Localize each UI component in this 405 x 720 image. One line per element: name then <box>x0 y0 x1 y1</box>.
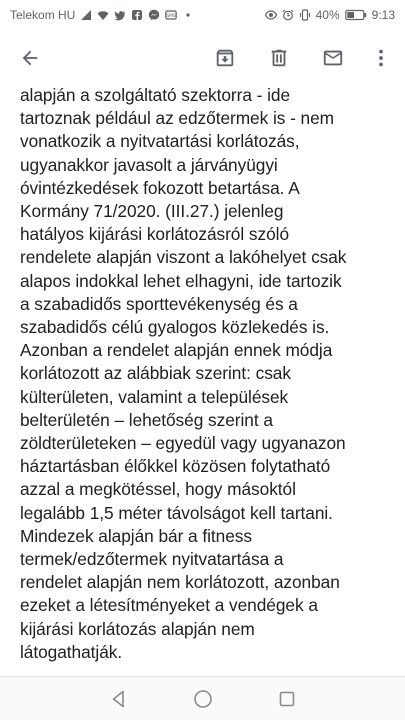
email-body-line: rendelet alapján nem korlátozott, azonban <box>20 572 340 593</box>
nav-home-button[interactable] <box>183 679 223 719</box>
more-options-button[interactable] <box>365 42 397 74</box>
signal-icon <box>80 9 92 21</box>
email-body-line: szabadidős célú gyalogos közlekedés is. <box>20 317 330 338</box>
trash-icon <box>268 47 290 69</box>
alarm-icon <box>282 9 294 21</box>
messenger-icon <box>148 9 160 21</box>
mark-unread-button[interactable] <box>317 42 349 74</box>
status-right <box>265 8 395 22</box>
email-body-line: korlátozott az alábbiak szerint: csak <box>20 363 291 384</box>
clock-time: 9:13 <box>371 8 395 22</box>
mail-icon <box>322 47 344 69</box>
battery-percent: 40% <box>315 8 340 22</box>
delete-button[interactable] <box>263 42 295 74</box>
facebook-icon <box>131 9 143 21</box>
svg-text:SMS: SMS <box>166 14 177 19</box>
email-body-line: ugyanakkor javasolt a járványügyi <box>20 154 278 175</box>
email-body-line: a szabadidős sporttevékenység és a <box>20 293 298 314</box>
dot-indicator-icon <box>182 9 194 21</box>
email-body-line: legalább 1,5 méter távolságot kell tartani. <box>20 502 333 523</box>
more-vert-icon <box>370 47 392 69</box>
email-body-line: rendelete alapján viszont a lakóhelyet csak <box>20 247 347 268</box>
battery-icon <box>345 9 367 21</box>
email-body-line: külterületen, valamint a települések <box>20 386 289 407</box>
email-body <box>20 84 400 674</box>
eye-icon <box>265 9 277 21</box>
twitter-icon <box>114 9 126 21</box>
carrier-label: Telekom HU <box>10 8 76 22</box>
email-body-line: háztartásban élőkkel közösen folytatható <box>20 456 331 477</box>
email-body-line: látogathatják. <box>20 641 123 662</box>
vibrate-icon <box>299 9 311 21</box>
email-body-line: kijárási korlátozás alapján nem <box>20 618 255 639</box>
email-body-line: vonatkozik a nyitvatartási korlátozás, <box>20 131 300 152</box>
back-button[interactable] <box>14 42 46 74</box>
email-body-line: zöldterületeken – egyedül vagy ugyanazon <box>20 433 346 454</box>
email-body-line: Azonban a rendelet alapján ennek módja <box>20 340 333 361</box>
archive-button[interactable] <box>209 42 241 74</box>
recents-square-icon <box>277 689 297 709</box>
email-body-line: tartoznak például az edzőtermek is - nem <box>20 108 335 129</box>
email-body-line: óvintézkedések fokozott betartása. A <box>20 177 300 198</box>
sms-icon <box>165 9 177 21</box>
email-body-line: Mindezek alapján bár a fitness <box>20 525 252 546</box>
back-triangle-icon <box>109 689 129 709</box>
status-bar <box>0 0 405 30</box>
archive-icon <box>214 47 236 69</box>
toolbar <box>0 32 405 84</box>
home-circle-icon <box>192 688 214 710</box>
email-body-line: termek/edzőtermek nyitvatartása a <box>20 549 284 570</box>
status-left <box>10 8 194 22</box>
toolbar-actions <box>187 42 397 74</box>
email-body-line: ezeket a létesítményeket a vendégek a <box>20 595 318 616</box>
wifi-icon <box>97 9 109 21</box>
email-body-line: alapos indokkal lehet elhagyni, ide tartozik <box>20 270 342 291</box>
email-body-line: hatályos kijárási korlátozásról szóló <box>20 224 290 245</box>
system-nav-bar <box>0 676 405 720</box>
email-body-line: belterületén – lehetőség szerint a <box>20 409 273 430</box>
nav-back-button[interactable] <box>99 679 139 719</box>
email-body-line: Kormány 71/2020. (III.27.) jelenleg <box>20 201 284 222</box>
email-body-line: azzal a megkötéssel, hogy másoktól <box>20 479 296 500</box>
email-body-line: alapján a szolgáltató szektorra - ide <box>20 85 291 105</box>
nav-recents-button[interactable] <box>267 679 307 719</box>
back-arrow-icon <box>19 47 41 69</box>
